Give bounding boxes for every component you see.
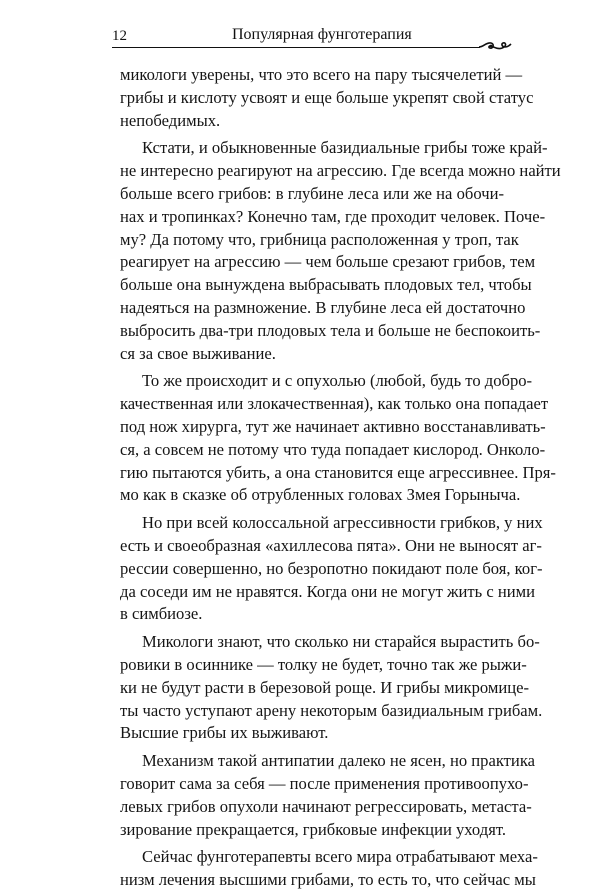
text-line: реагирует на агрессию — чем больше срезают грибов, тем	[120, 252, 536, 272]
paragraph	[120, 137, 561, 365]
running-header	[112, 26, 532, 52]
text-line: грибы и кислоту усвоят и еще больше укрепят свой статус	[120, 87, 534, 107]
text-line: му? Да потому что, грибница расположенная у троп, так	[120, 229, 519, 249]
text-line: непобедимых.	[120, 110, 221, 130]
text-line: ты часто уступают арену некоторым базидиальным грибам.	[120, 700, 543, 720]
text-line: левых грибов опухоли начинают регрессировать, метаста-	[120, 796, 532, 816]
page-number: 12	[112, 28, 127, 44]
text-line: Высшие грибы их выживают.	[120, 723, 329, 743]
text-line: ровики в осиннике — толку не будет, точно так же рыжи-	[120, 654, 527, 674]
page-body-text	[120, 64, 561, 892]
text-line: Кстати, и обыкновенные базидиальные грибы тоже край-	[142, 138, 548, 158]
paragraph	[120, 750, 535, 841]
text-line: в симбиозе.	[120, 604, 203, 624]
text-line: выбросить два-три плодовых тела и больше не беспокоить-	[120, 320, 541, 340]
text-line: Но при всей колоссальной агрессивности грибков, у них	[142, 513, 543, 533]
scroll-flourish-icon	[478, 39, 512, 53]
text-line: да соседи им не нравятся. Когда они не могут жить с ними	[120, 581, 536, 601]
text-line: зирование прекращается, грибковые инфекции уходят.	[120, 819, 506, 839]
text-line: больше всего грибов: в глубине леса или же на обочи-	[120, 183, 504, 203]
text-line: нах и тропинках? Конечно там, где проходит человек. Поче-	[120, 206, 546, 226]
text-line: рессии совершенно, но безропотно покидают поле боя, ког-	[120, 558, 543, 578]
text-line: Сейчас фунготерапевты всего мира отрабатывают меха-	[142, 847, 538, 867]
header-rule	[112, 47, 480, 48]
text-line: есть и своеобразная «ахиллесова пята». Они не выносят аг-	[120, 535, 542, 555]
text-line: Механизм такой антипатии далеко не ясен, но практика	[142, 751, 535, 771]
text-line: не интересно реагируют на агрессию. Где всегда можно найти	[120, 161, 561, 181]
text-line: надеяться на размножение. В глубине леса ей достаточно	[120, 297, 526, 317]
running-title: Популярная фунготерапия	[232, 26, 412, 43]
text-line: качественная или злокачественная), как только она попадает	[120, 394, 549, 414]
paragraph	[120, 370, 556, 507]
text-line: микологи уверены, что это всего на пару тысячелетий —	[120, 65, 523, 84]
text-line: То же происходит и с опухолью (любой, будь то добро-	[142, 371, 533, 391]
text-line: гию пытаются убить, а она становится еще агрессивнее. Пря-	[120, 462, 556, 482]
text-line: мо как в сказке об отрубленных головах Змея Горыныча.	[120, 485, 521, 505]
paragraph	[120, 64, 534, 132]
text-line: говорит сама за себя — после применения противоопухо-	[120, 773, 529, 793]
paragraph	[120, 631, 543, 745]
text-line: больше она вынуждена выбрасывать плодовых тел, чтобы	[120, 275, 532, 295]
paragraph	[120, 512, 543, 626]
text-line: под нож хирурга, тут же начинает активно восстанавливать-	[120, 416, 546, 436]
text-line: ся за свое выживание.	[120, 343, 276, 363]
paragraph	[120, 846, 538, 892]
text-line: ки не будут расти в березовой роще. И грибы микромице-	[120, 677, 529, 697]
text-line: Микологи знают, что сколько ни старайся вырастить бо-	[142, 632, 540, 652]
text-line: ся, а совсем не потому что туда попадает кислород. Онколо-	[120, 439, 546, 459]
text-line: низм лечения высшими грибами, то есть то, что сейчас мы	[120, 870, 536, 890]
